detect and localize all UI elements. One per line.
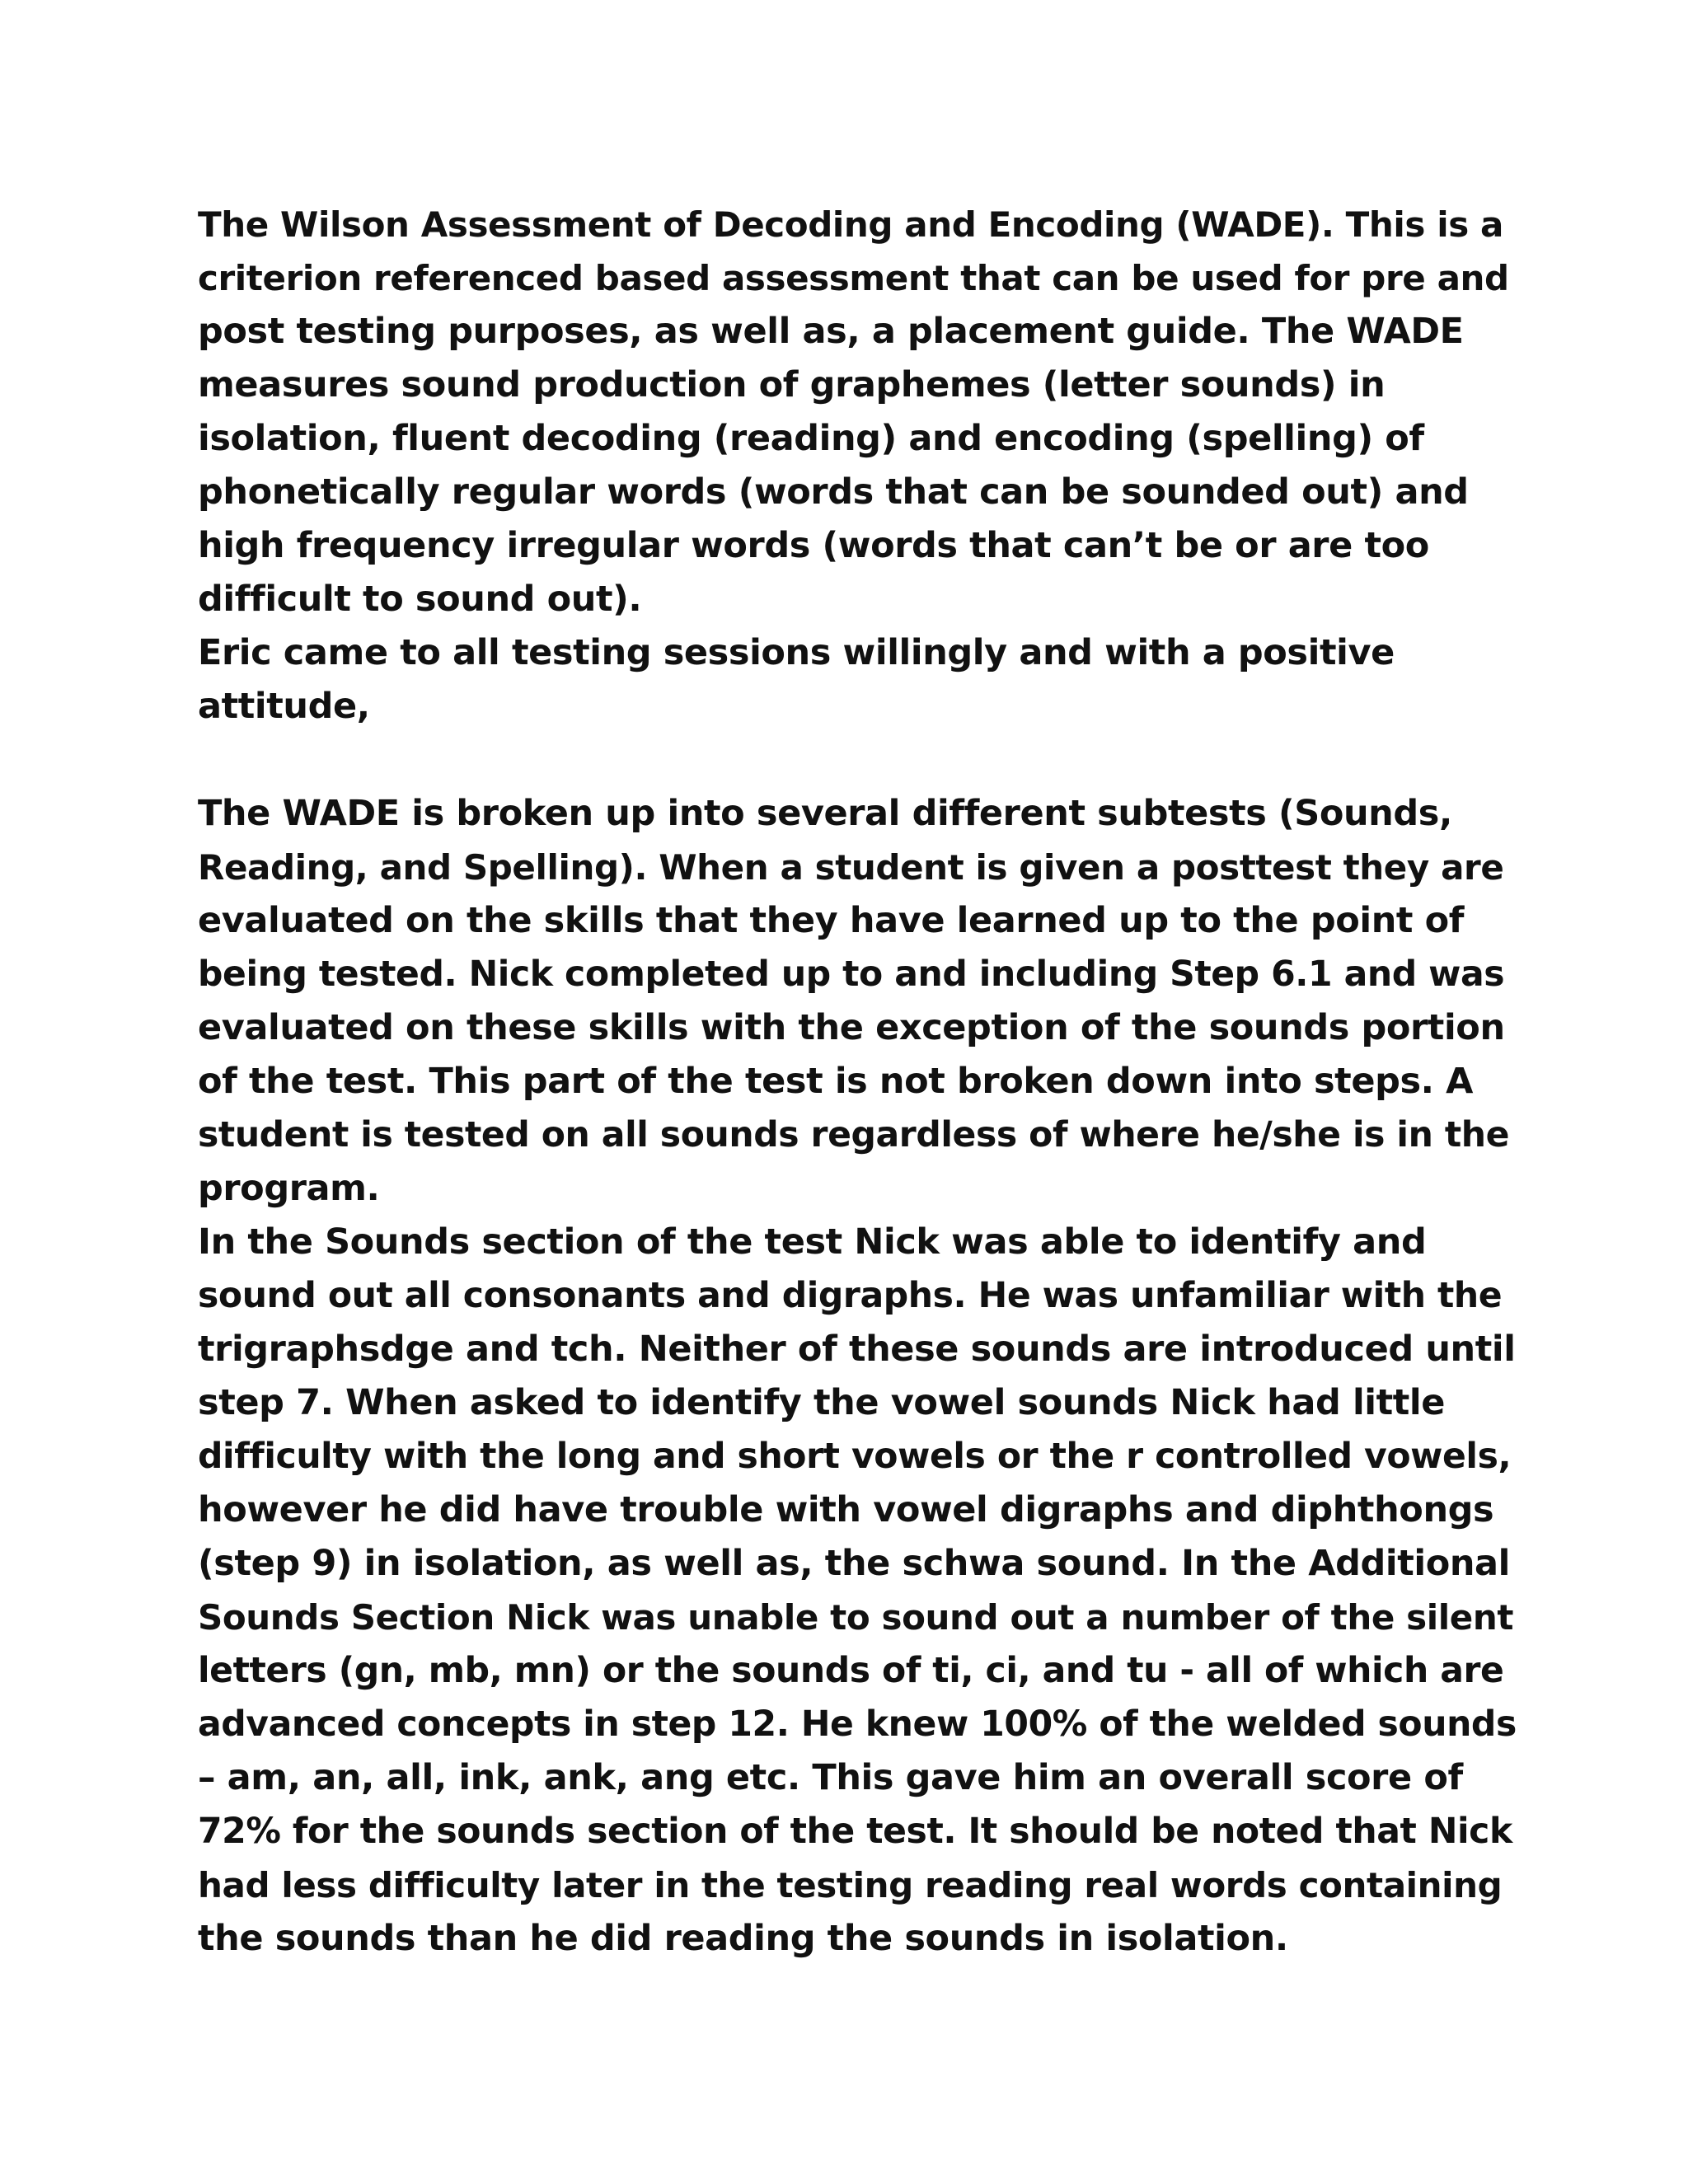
text-line: The Wilson Assessment of Decoding and Encoding (WADE). This is a [198,204,1503,245]
text-line: (step 9) in isolation, as well as, the schwa sound. In the Additional [198,1543,1511,1584]
paragraph-subtests [198,787,1517,1216]
text-line: had less difficulty later in the testing reading real words containing [198,1865,1503,1905]
text-line: phonetically regular words (words that can be sounded out) and [198,471,1469,513]
text-line: sound out all consonants and digraphs. He was unfamiliar with the [198,1276,1503,1316]
paragraph-wade-intro [198,198,1517,626]
text-line: letters (gn, mb, mn) or the sounds of ti, ci, and tu - all of which are [198,1651,1504,1691]
text-line: measures sound production of graphemes (letter sounds) in [198,364,1386,405]
text-line: the sounds than he did reading the sounds in isolation. [198,1918,1288,1959]
text-line: Sounds Section Nick was unable to sound out a number of the silent [198,1597,1513,1638]
text-line: Eric came to all testing sessions willingly and with a positive [198,632,1395,673]
text-line: post testing purposes, as well as, a placement guide. The WADE [198,311,1464,352]
text-line: In the Sounds section of the test Nick was able to identify and [198,1221,1427,1263]
paragraph-attitude [198,626,1517,733]
text-line: advanced concepts in step 12. He knew 100% of the welded sounds [198,1704,1517,1745]
text-line: attitude, [198,686,370,727]
text-line: isolation, fluent decoding (reading) and encoding (spelling) of [198,418,1424,459]
text-line: difficulty with the long and short vowels or the r controlled vowels, [198,1436,1512,1477]
text-line: evaluated on the skills that they have learned up to the point of [198,900,1465,941]
text-line: The WADE is broken up into several different subtests (Sounds, [198,793,1452,834]
text-line: being tested. Nick completed up to and including Step 6.1 and was [198,954,1505,995]
text-line: criterion referenced based assessment that can be used for pre and [198,258,1509,298]
text-line: of the test. This part of the test is not broken down into steps. A [198,1061,1474,1102]
text-line: Reading, and Spelling). When a student is given a posttest they are [198,847,1504,888]
text-line: however he did have trouble with vowel digraphs and diphthongs [198,1489,1494,1530]
text-line: student is tested on all sounds regardless of where he/she is in the [198,1115,1510,1155]
text-line: step 7. When asked to identify the vowel sounds Nick had little [198,1382,1446,1423]
text-line: high frequency irregular words (words that can’t be or are too [198,525,1429,566]
paragraph-sounds-section [198,1216,1517,1966]
text-line: difficult to sound out). [198,579,642,620]
document-body [198,198,1517,1966]
text-line: 72% for the sounds section of the test. It should be noted that Nick [198,1811,1512,1852]
paragraph-spacer [198,733,1517,787]
text-line: program. [198,1168,380,1209]
text-line: – am, an, all, ink, ank, ang etc. This gave him an overall score of [198,1757,1463,1798]
text-line: evaluated on these skills with the exception of the sounds portion [198,1007,1505,1048]
text-line: trigraphsdge and tch. Neither of these sounds are introduced until [198,1329,1516,1370]
